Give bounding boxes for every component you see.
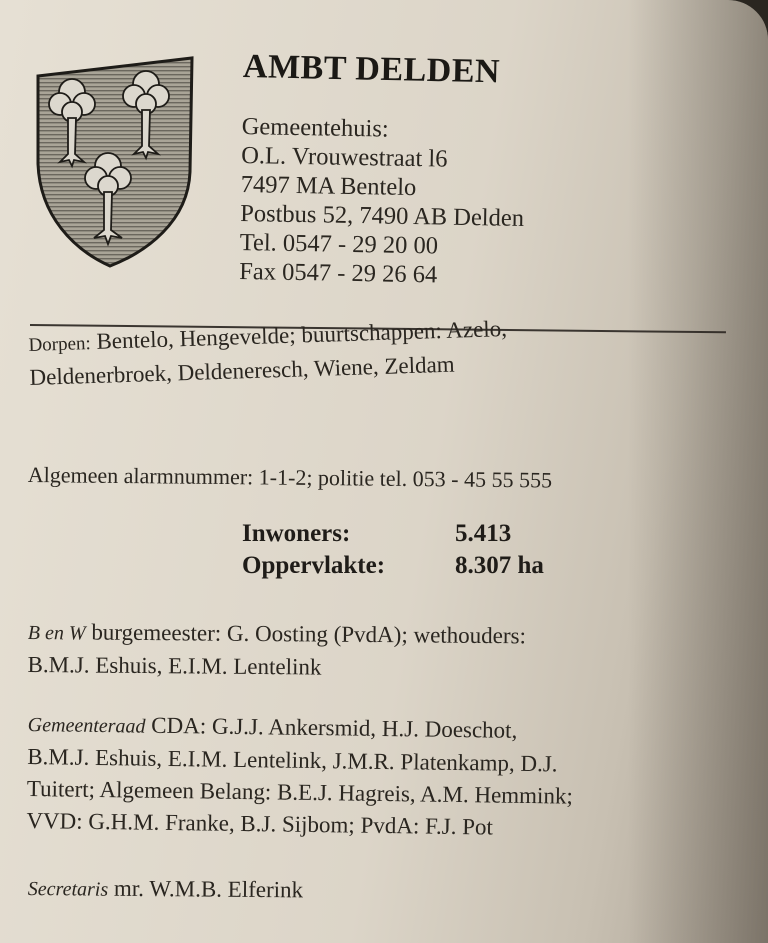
- page-title: AMBT DELDEN: [242, 48, 501, 91]
- address-line: Gemeentehuis:: [241, 112, 389, 143]
- stats-row: [242, 518, 544, 550]
- dorpen-paragraph: [28, 313, 509, 394]
- gemeenteraad-line: Tuitert; Algemeen Belang: B.E.J. Hagreis, A.M. Hemmink;: [26, 775, 573, 809]
- gemeenteraad-paragraph: [26, 708, 574, 845]
- ben-w-paragraph: [27, 616, 526, 685]
- gemeenteraad-line: CDA: G.J.J. Ankersmid, H.J. Doeschot,: [151, 712, 518, 743]
- ben-w-line: burgemeester: G. Oosting (PvdA); wethouders:: [91, 619, 527, 649]
- gemeenteraad-line: VVD: G.H.M. Franke, B.J. Sijbom; PvdA: F.J. Pot: [26, 807, 494, 840]
- alarm-paragraph: Algemeen alarmnummer: 1-1-2; politie tel. 053 - 45 55 555: [27, 461, 553, 493]
- page-shadow: [628, 0, 768, 943]
- stats-row: [242, 550, 544, 582]
- address-block: [239, 112, 526, 291]
- oppervlakte-value: 8.307 ha: [455, 552, 544, 579]
- gemeenteraad-label: Gemeenteraad: [27, 713, 146, 738]
- coat-of-arms-icon: [34, 54, 196, 268]
- dorpen-line: Bentelo, Hengevelde; buurtschappen: Azelo,: [96, 315, 508, 354]
- oppervlakte-label: Oppervlakte:: [242, 552, 386, 579]
- address-line: Postbus 52, 7490 AB Delden: [239, 199, 525, 232]
- secretaris-paragraph: [28, 872, 304, 907]
- ben-w-line: B.M.J. Eshuis, E.I.M. Lentelink: [27, 651, 322, 680]
- secretaris-label: Secretaris: [27, 877, 109, 901]
- ben-w-label: B en W: [27, 621, 86, 645]
- address-line: O.L. Vrouwestraat l6: [241, 141, 448, 173]
- inwoners-label: Inwoners:: [242, 520, 351, 547]
- address-line: 7497 MA Bentelo: [240, 170, 417, 202]
- inwoners-value: 5.413: [455, 520, 512, 547]
- dorpen-label: Dorpen:: [28, 333, 92, 356]
- address-line: Fax 0547 - 29 26 64: [238, 257, 438, 289]
- dorpen-line: Deldenerbroek, Deldeneresch, Wiene, Zeldam: [29, 351, 455, 390]
- gemeenteraad-line: B.M.J. Eshuis, E.I.M. Lentelink, J.M.R. Platenkamp, D.J.: [27, 743, 558, 777]
- address-line: Tel. 0547 - 29 20 00: [239, 228, 439, 260]
- stats-table: [242, 518, 544, 582]
- secretaris-name: mr. W.M.B. Elferink: [113, 875, 304, 903]
